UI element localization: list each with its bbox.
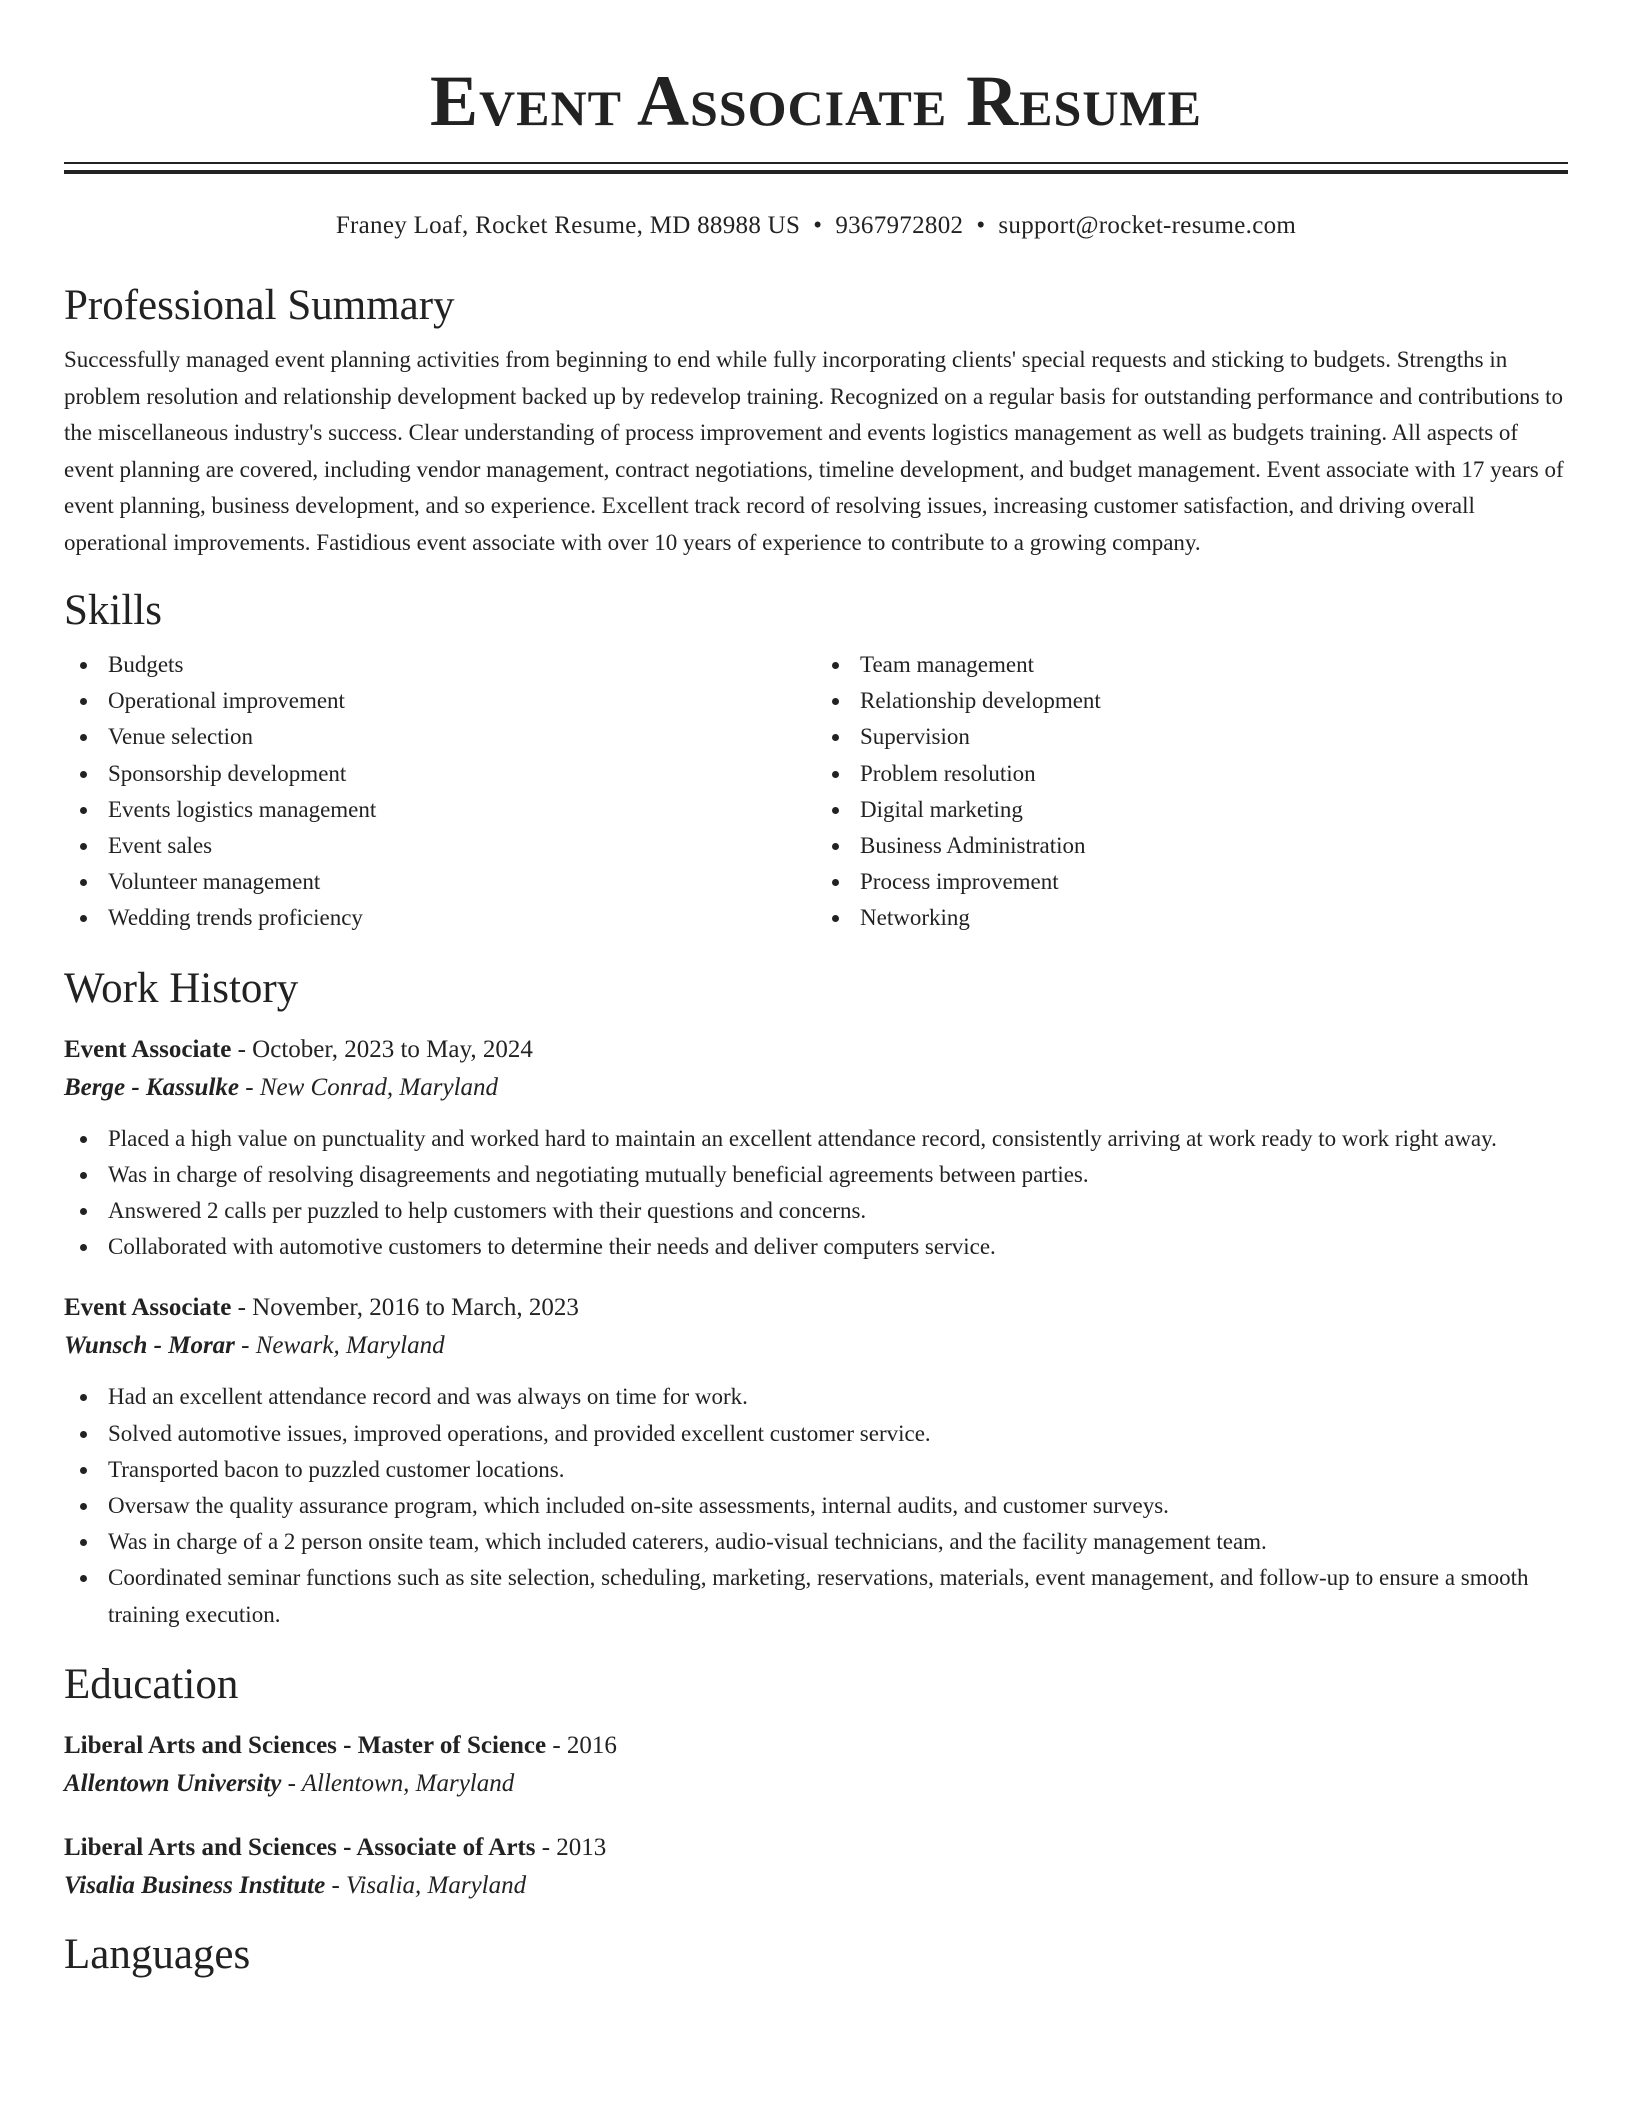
- skill-item: Sponsorship development: [108, 756, 816, 792]
- job-duty-item: Solved automotive issues, improved operations, and provided excellent customer service.: [108, 1416, 1568, 1452]
- education-school: Visalia Business Institute: [64, 1871, 326, 1899]
- skill-item: Wedding trends proficiency: [108, 900, 816, 936]
- skill-item: Business Administration: [860, 828, 1568, 864]
- job-title: Event Associate: [64, 1294, 232, 1322]
- skill-item: Problem resolution: [860, 756, 1568, 792]
- skills-column-right: [816, 647, 1568, 937]
- skill-item: Volunteer management: [108, 864, 816, 900]
- education-degree-line: [64, 1829, 1568, 1867]
- education-entry: [64, 1829, 1568, 1905]
- skill-item: Process improvement: [860, 864, 1568, 900]
- skills-heading: Skills: [64, 587, 162, 634]
- job-duty-item: Collaborated with automotive customers to determine their needs and deliver computers service.: [108, 1229, 1568, 1265]
- education-heading: Education: [64, 1660, 239, 1708]
- skill-item: Digital marketing: [860, 792, 1568, 828]
- job-title: Event Associate: [64, 1035, 232, 1063]
- job-duty-item: Answered 2 calls per puzzled to help customers with their questions and concerns.: [108, 1193, 1568, 1229]
- skill-item: Relationship development: [860, 683, 1568, 719]
- title-divider-thick: [64, 170, 1568, 174]
- job-company: Berge - Kassulke: [64, 1073, 239, 1101]
- summary-text: Successfully managed event planning activities from beginning to end while fully incorporating clients' special requests and sticking to budgets. Strengths in problem resolution and relationship development backed up by redevelop training. Recognized on a regular basis for outstanding performance and contributions to the miscellaneous industry's success. Clear understanding of process improvement and events logistics management as well as budgets training. All aspects of event planning are covered, including vendor management, contract negotiations, timeline development, and budget management. Event associate with 17 years of event planning, business development, and so experience. Excellent track record of resolving issues, increasing customer satisfaction, and driving overall operational improvements. Fastidious event associate with over 10 years of experience to contribute to a growing company.: [64, 347, 1564, 555]
- skill-item: Supervision: [860, 719, 1568, 755]
- job-duty-item: Had an excellent attendance record and was always on time for work.: [108, 1379, 1568, 1415]
- job-location: - Newark, Maryland: [234, 1332, 445, 1360]
- resume-page: [64, 0, 1568, 1983]
- skill-item: Budgets: [108, 647, 816, 683]
- resume-title: Event Associate Resume: [430, 61, 1202, 141]
- job-duty-item: Oversaw the quality assurance program, which included on-site assessments, internal audits, and customer surveys.: [108, 1488, 1568, 1524]
- job-dates: - November, 2016 to March, 2023: [231, 1294, 579, 1322]
- education-year: - 2016: [546, 1731, 617, 1759]
- job-duty-item: Placed a high value on punctuality and worked hard to maintain an excellent attendance record, consistently arriving at work ready to work right away.: [108, 1121, 1568, 1157]
- contact-phone: 9367972802: [835, 212, 964, 239]
- job-company-line: [64, 1069, 1568, 1107]
- skill-item: Venue selection: [108, 719, 816, 755]
- summary-heading: Professional Summary: [64, 282, 455, 329]
- work-history-heading: Work History: [64, 964, 299, 1012]
- contact-separator: •: [976, 212, 986, 239]
- job-company: Wunsch - Morar: [64, 1332, 235, 1360]
- job-entry: [64, 1031, 1568, 1266]
- job-duties-list: [64, 1379, 1568, 1632]
- education-year: - 2013: [535, 1833, 607, 1861]
- job-title-line: [64, 1289, 1568, 1327]
- education-school-line: [64, 1765, 1568, 1803]
- title-divider-thin: [64, 162, 1568, 164]
- contact-line: [64, 210, 1568, 242]
- contact-address: Franey Loaf, Rocket Resume, MD 88988 US: [335, 212, 801, 239]
- job-duty-item: Transported bacon to puzzled customer locations.: [108, 1452, 1568, 1488]
- job-duties-list: [64, 1121, 1568, 1266]
- education-school-line: [64, 1867, 1568, 1905]
- education-location: - Visalia, Maryland: [325, 1871, 527, 1899]
- education-school: Allentown University: [64, 1769, 282, 1797]
- job-entry: [64, 1289, 1568, 1632]
- job-duty-item: Was in charge of resolving disagreements and negotiating mutually beneficial agreements between parties.: [108, 1157, 1568, 1193]
- skill-item: Networking: [860, 900, 1568, 936]
- job-location: - New Conrad, Maryland: [239, 1073, 499, 1101]
- education-degree: Liberal Arts and Sciences - Master of Science: [64, 1731, 547, 1759]
- skills-column-left: [64, 647, 816, 937]
- skills-list: [64, 647, 1568, 937]
- education-entry: [64, 1727, 1568, 1803]
- skill-item: Events logistics management: [108, 792, 816, 828]
- languages-heading: Languages: [64, 1930, 251, 1978]
- education-degree-line: [64, 1727, 1568, 1765]
- contact-email: support@rocket-resume.com: [998, 212, 1297, 239]
- education-location: - Allentown, Maryland: [281, 1769, 515, 1797]
- job-company-line: [64, 1327, 1568, 1365]
- skill-item: Event sales: [108, 828, 816, 864]
- contact-separator: •: [813, 212, 823, 239]
- job-duty-item: Coordinated seminar functions such as site selection, scheduling, marketing, reservations, materials, event management, and follow-up to ensure a smooth training execution.: [108, 1560, 1568, 1632]
- job-dates: - October, 2023 to May, 2024: [231, 1035, 533, 1063]
- job-title-line: [64, 1031, 1568, 1069]
- education-degree: Liberal Arts and Sciences - Associate of Arts: [64, 1833, 536, 1861]
- job-duty-item: Was in charge of a 2 person onsite team, which included caterers, audio-visual technicians, and the facility management team.: [108, 1524, 1568, 1560]
- skill-item: Operational improvement: [108, 683, 816, 719]
- skill-item: Team management: [860, 647, 1568, 683]
